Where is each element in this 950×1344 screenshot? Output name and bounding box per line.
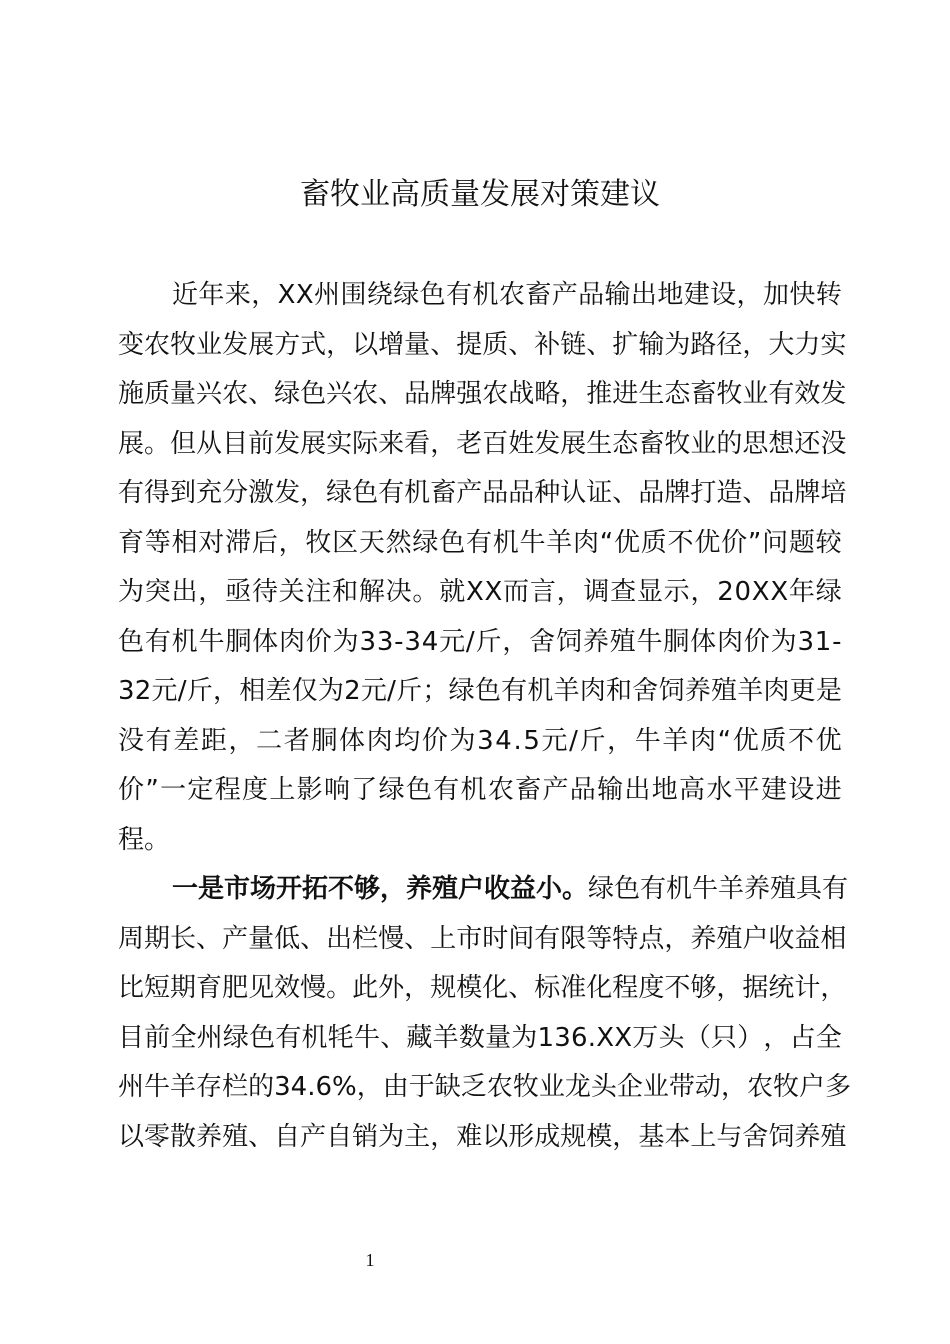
paragraph-1-line-10: 没 有 差 距 ， 二 者 胴 体 肉 均 价 为 3 4 . 5 元 / 斤 ， 牛 羊 肉 “ 优 质 不 优 (118, 725, 842, 756)
paragraph-2-line-5: 州 牛 羊 存 栏 的 3 4 . 6 % ， 由 于 缺 乏 农 牧 业 龙 头 企 业 带 动 ， 农 牧 户 多 (118, 1072, 852, 1102)
paragraph-2-line-3: 比 短 期 育 肥 见 效 慢 。 此 外 ， 规 模 化 、 标 准 化 程 度 不 够 ， 据 统 计 ， (118, 973, 847, 1003)
paragraph-1-line-2: 变 农 牧 业 发 展 方 式 ， 以 增 量 、 提 质 、 补 链 、 扩 输 为 路 径 ， 大 力 实 (118, 329, 847, 360)
paragraph-1-line-6: 育 等 相 对 滞 后 ， 牧 区 天 然 绿 色 有 机 牛 羊 肉 “ 优 质 不 优 价 ” 问 题 较 (118, 527, 842, 558)
paragraph-1-line-3: 施 质 量 兴 农 、 绿 色 兴 农 、 品 牌 强 农 战 略 ， 推 进 生 态 畜 牧 业 有 效 发 (118, 379, 847, 409)
paragraph-1-line-12: 程。 (118, 824, 171, 855)
paragraph-2-line-1-text: 绿色有机牛羊养殖具有 (588, 874, 849, 904)
paragraph-2-line-1 (172, 865, 849, 915)
paragraph-1-line-9: 3 2 元 / 斤 ， 相 差 仅 为 2 元 / 斤 ； 绿 色 有 机 羊 肉 和 舍 饲 养 殖 羊 肉 更 是 (118, 676, 842, 706)
paragraph-1-line-8: 色 有 机 牛 胴 体 肉 价 为 3 3 - 3 4 元 / 斤 ， 舍 饲 养 殖 牛 胴 体 肉 价 为 3 1 - (118, 626, 842, 657)
paragraph-1-line-1: 近 年 来 ， X X 州 围 绕 绿 色 有 机 农 畜 产 品 输 出 地 建 设 ， 加 快 转 (172, 280, 842, 310)
page-number: 1 (365, 1250, 375, 1270)
paragraph-2-heading: 一是市场开拓不够，养殖户收益小。 (172, 874, 589, 904)
paragraph-1-line-4: 展 。 但 从 目 前 发 展 实 际 来 看 ， 老 百 姓 发 展 生 态 畜 牧 业 的 思 想 还 没 (118, 428, 847, 459)
paragraph-2-line-6: 以 零 散 养 殖 、 自 产 自 销 为 主 ， 难 以 形 成 规 模 ， 基 本 上 与 舍 饲 养 殖 (118, 1121, 847, 1152)
document-title: 畜牧业高质量发展对策建议 (300, 177, 660, 212)
paragraph-1-line-7: 为 突 出 ， 亟 待 关 注 和 解 决 。 就 X X 而 言 ， 调 查 显 示 ， 2 0 X X 年 绿 (118, 577, 842, 607)
paragraph-2-line-2: 周 期 长 、 产 量 低 、 出 栏 慢 、 上 市 时 间 有 限 等 特 点 ， 养 殖 户 收 益 相 (118, 923, 847, 954)
paragraph-1-line-11: 价 ” 一 定 程 度 上 影 响 了 绿 色 有 机 农 畜 产 品 输 出 地 高 水 平 建 设 进 (118, 775, 842, 805)
paragraph-2-line-4: 目 前 全 州 绿 色 有 机 牦 牛 、 藏 羊 数 量 为 1 3 6 . X X 万 头 （ 只 ） ， 占 全 (118, 1022, 842, 1053)
paragraph-1-line-5: 有 得 到 充 分 激 发 ， 绿 色 有 机 畜 产 品 品 种 认 证 、 品 牌 打 造 、 品 牌 培 (118, 478, 847, 508)
